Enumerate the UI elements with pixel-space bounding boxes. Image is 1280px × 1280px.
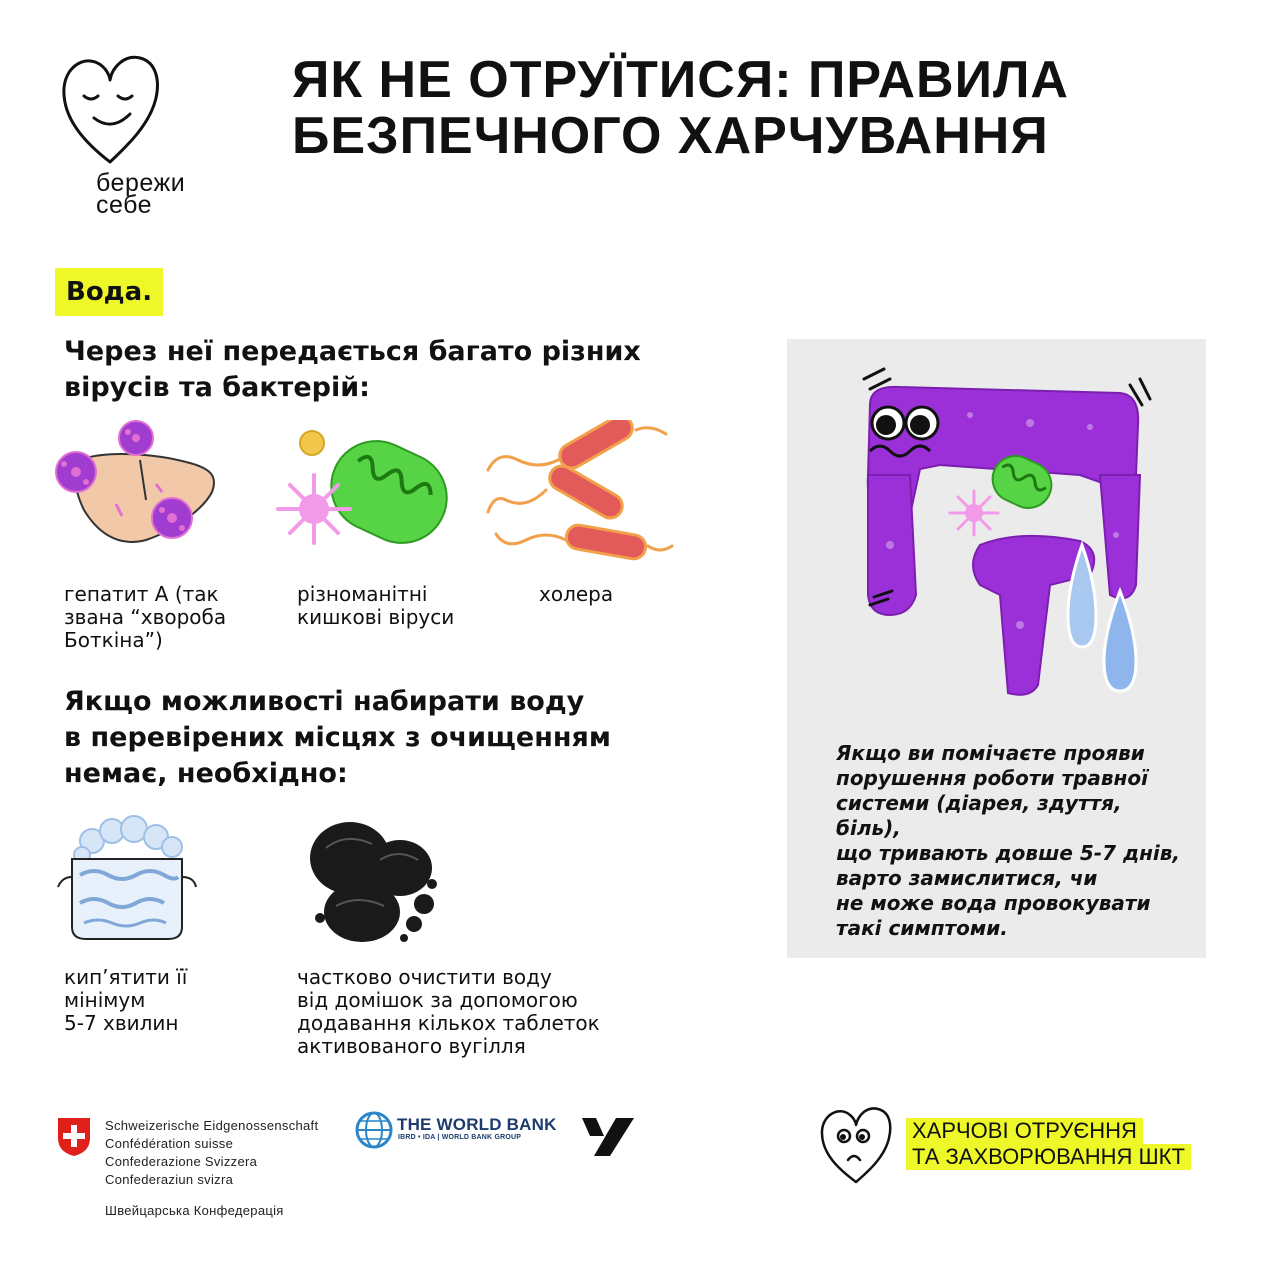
caption-intestinal-line-1: різноманітні: [297, 582, 428, 606]
caption-hepatitis-line-3: Боткіна”): [64, 628, 163, 652]
swiss-confederation-names: [105, 1117, 318, 1189]
panel-line-7: такі симптоми.: [836, 916, 1008, 940]
intro-line-1: Через неї передається багато різних: [64, 336, 641, 367]
campaign-line-2: ТА ЗАХВОРЮВАННЯ ШКТ: [906, 1144, 1191, 1170]
swiss-shield-icon: [56, 1116, 92, 1158]
caption-hepatitis: [64, 583, 264, 652]
panel-line-6: не може вода провокувати: [836, 891, 1151, 915]
title-line-2: БЕЗПЕЧНОГО ХАРЧУВАННЯ: [292, 107, 1049, 165]
panel-line-3: системи (діарея, здуття, біль),: [836, 791, 1122, 840]
boiling-pot-icon: [54, 815, 199, 945]
swiss-line-2: Confédération suisse: [105, 1136, 234, 1151]
world-bank-globe-icon: [354, 1110, 394, 1150]
caption-boil-line-1: кип’ятити її: [64, 965, 188, 989]
panel-text: [836, 741, 1186, 941]
swiss-confederation-ua: Швейцарська Конфедерація: [105, 1203, 284, 1218]
intro-heading: [64, 334, 684, 406]
campaign-line-1: ХАРЧОВІ ОТРУЄННЯ: [906, 1118, 1143, 1144]
liver-virus-icon: [36, 420, 226, 550]
sad-heart-logo-icon: [818, 1104, 894, 1186]
caption-charcoal-line-1: частково очистити воду: [297, 965, 552, 989]
title-line-1: ЯК НЕ ОТРУЇТИСЯ: ПРАВИЛА: [292, 51, 1069, 109]
advice-line-1: Якщо можливості набирати воду: [64, 686, 585, 717]
caption-cholera-line-1: холера: [539, 582, 614, 606]
caption-intestinal-line-2: кишкові віруси: [297, 605, 455, 629]
advice-line-3: немає, необхідно:: [64, 758, 348, 789]
caption-hepatitis-line-1: гепатит А (так: [64, 582, 219, 606]
caption-cholera: [539, 583, 659, 606]
caption-charcoal-line-3: додавання кількох таблеток: [297, 1011, 600, 1035]
panel-line-2: порушення роботи травної: [836, 766, 1148, 790]
advice-line-2: в перевірених місцях з очищенням: [64, 722, 611, 753]
activated-charcoal-icon: [300, 818, 450, 948]
panel-line-1: Якщо ви помічаєте прояви: [836, 741, 1145, 765]
caption-boil: [64, 966, 264, 1035]
panel-line-4: що тривають довше 5-7 днів,: [836, 841, 1181, 865]
smiling-heart-logo-icon: [58, 50, 162, 170]
caption-boil-line-3: 5-7 хвилин: [64, 1011, 179, 1035]
logo-line-1: бережи: [96, 169, 186, 197]
swiss-line-3: Confederazione Svizzera: [105, 1154, 258, 1169]
swiss-line-1: Schweizerische Eidgenossenschaft: [105, 1118, 319, 1133]
intestine-illustration-icon: [850, 365, 1160, 705]
intro-line-2: вірусів та бактерій:: [64, 372, 370, 403]
section-tag-water: Вода.: [55, 268, 163, 316]
cholera-bacteria-icon: [486, 420, 676, 570]
page-title: [292, 52, 1192, 164]
world-bank-sub: IBRD • IDA | WORLD BANK GROUP: [398, 1134, 522, 1141]
caption-charcoal-line-2: від домішок за допомогою: [297, 988, 578, 1012]
advice-heading: [64, 684, 684, 792]
world-bank-name: THE WORLD BANK: [397, 1115, 557, 1134]
caption-boil-line-2: мінімум: [64, 988, 146, 1012]
caption-hepatitis-line-2: звана “хвороба: [64, 605, 227, 629]
logo-wordmark: [96, 169, 186, 219]
campaign-tag: [906, 1118, 1191, 1170]
partner-logo-icon: [580, 1114, 636, 1158]
panel-line-5: варто замислитися, чи: [836, 866, 1098, 890]
intestinal-virus-icon: [268, 425, 453, 560]
caption-charcoal-line-4: активованого вугілля: [297, 1034, 526, 1058]
caption-charcoal: [297, 966, 637, 1058]
logo-line-2: себе: [96, 191, 153, 219]
caption-intestinal-viruses: [297, 583, 497, 629]
swiss-line-4: Confederaziun svizra: [105, 1172, 234, 1187]
